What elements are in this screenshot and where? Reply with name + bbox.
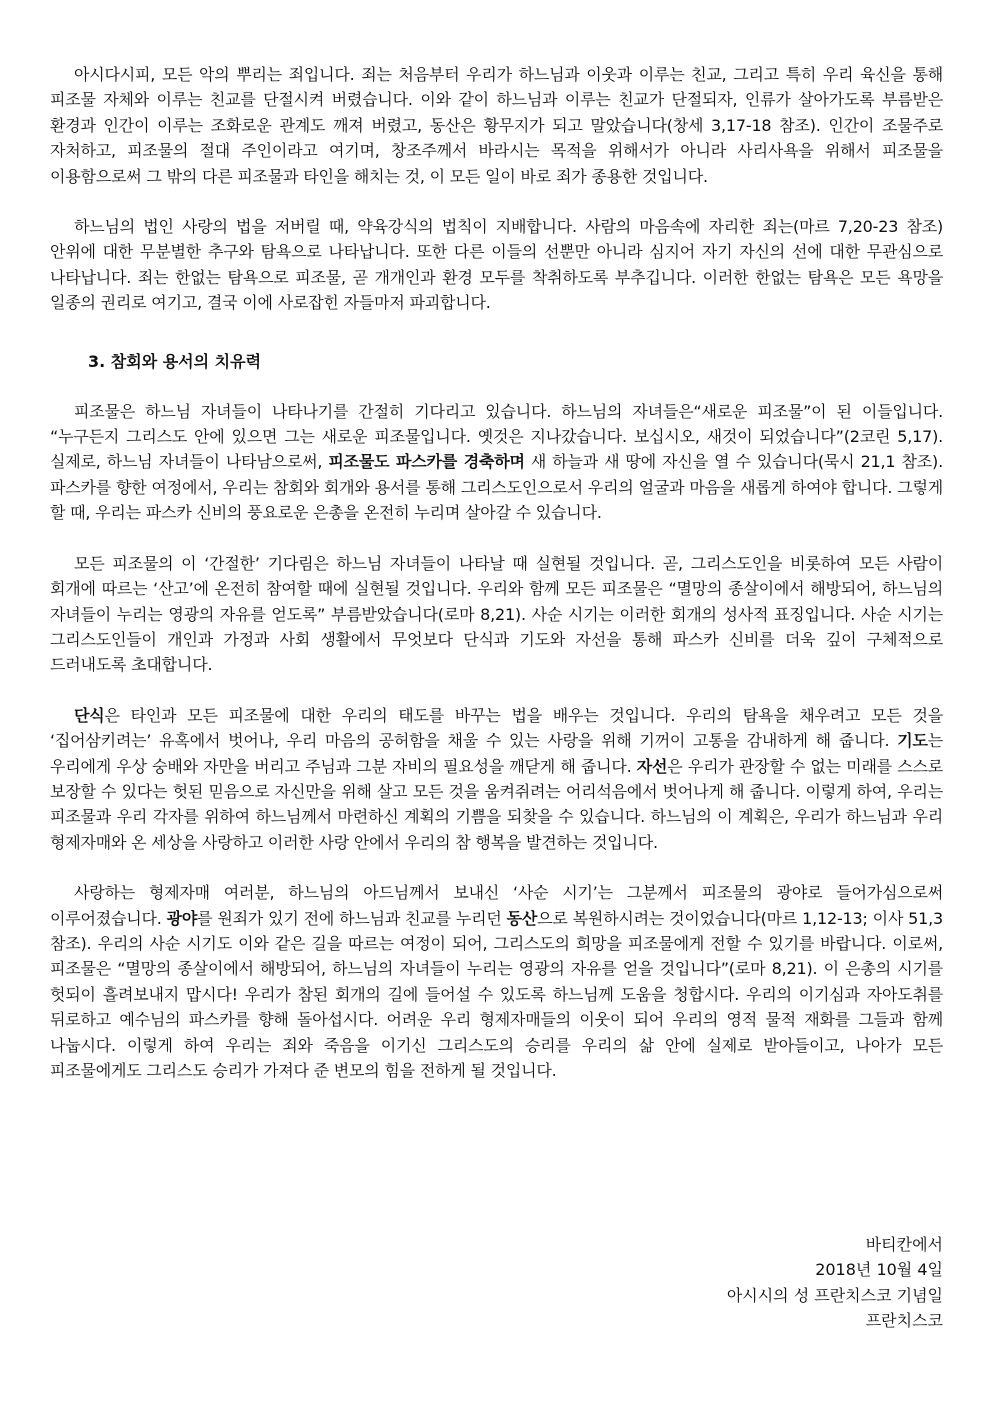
paragraph-text: 새 하늘과 새 땅에 자신을 열 수 있습니다(묵시 21,1 참조). 파스카를 향한 여정에서, 우리는 참회와 회개와 용서를 통해 그리스도인으로서 우리의 얼굴과 마음을 새롭게 하여야 합니다. 그렇게 할 때, 우리는 파스카 신비의 풍요로운 은총을 온전히 누리며 살아갈 수 있습니다. [50,452,943,523]
paragraph-text: 는 우리에게 우상 숭배와 자만을 버리고 주님과 그분 자비의 필요성을 깨닫게 해 줍니다. [50,731,943,776]
signature-place: 바티칸에서 [865,1235,943,1254]
paragraph-fasting-prayer-almsgiving [50,703,943,855]
emphasis-almsgiving: 자선 [636,756,668,776]
signature-name: 프란치스코 [865,1311,943,1331]
document-page [50,62,944,1331]
paragraph-sin-roots: 아시다시피, 모든 악의 뿌리는 죄입니다. 죄는 처음부터 우리가 하느님과 이웃과 이루는 친교, 그리고 특히 우리 육신을 통해 피조물 자체와 이루는 친교를 단절시켜 버렸습니다. 이와 같이 하느님과 이루는 친교가 단절되자, 인류가 살아가도록 부름받은 환경과 인간이 이루는 조화로운 관계도 깨져 버렸고, 동산은 황무지가 되고 말았습니다(창세 3,17-18 참조). 인간이 조물주로 자처하고, 피조물의 절대 주인이라고 여기며, 창조주께서 바라시는 목적을 위해서가 아니라 사리사욕을 위해서 피조물을 이용함으로써 그 밖의 다른 피조물과 타인을 해치는 것, 이 모든 일이 바로 죄가 종용한 것입니다. [50,65,943,186]
paragraph-creation-waits [50,399,943,526]
paragraph-gap [50,855,943,880]
paragraph-gap [50,526,943,551]
paragraph-text: 피조물은 하느님 자녀들이 나타나기를 간절히 기다리고 있습니다. 하느님의 자녀들은“새로운 피조물”이 된 이들입니다. “누구든지 그리스도 안에 있으면 그는 새로운 피조물입니다. 옛것은 지나갔습니다. 보십시오, 새것이 되었습니다”(2코린 5,17). 실제로, 하느님 자녀들이 나타남으로써, [50,401,943,472]
signature-block [727,1232,943,1334]
paragraph-text: 으로 복원하시려는 것이었습니다(마르 1,12-13; 이사 51,3 참조). 우리의 사순 시기도 이와 같은 길을 따르는 여정이 되어, 그리스도의 희망을 피조물에게 전할 수 있기를 바랍니다. 이로써, 피조물은 “멸망의 종살이에서 해방되어, 하느님의 자녀들이 누리는 영광의 자유를 얻을 것입니다”(로마 8,21). 이 은총의 시기를 헛되이 흘려보내지 맙시다! 우리가 참된 회개의 길에 들어설 수 있도록 하느님께 도움을 청합시다. 우리의 이기심과 자아도취를 뒤로하고 예수님의 파스카를 향해 돌아섭시다. 어려운 우리 형제자매들의 이웃이 되어 우리의 영적 물적 재화를 그들과 함께 나눕시다. 이렇게 하여 우리는 죄와 죽음을 이기신 그리스도의 승리를 우리의 삶 안에 실제로 받아들이고, 나아가 모든 피조물에게도 그리스도 승리가 가져다 준 변모의 힘을 전하게 될 것입니다. [50,908,943,1080]
paragraph-closing-exhortation [50,880,943,1083]
emphasis-desert: 광야 [166,908,198,928]
paragraph-text: 은 우리가 관장할 수 없는 미래를 스스로 보장할 수 있다는 헛된 믿음으로 자신만을 위해 살고 모든 것을 움켜쥐려는 어리석음에서 벗어나게 해 줍니다. 이렇게 하여, 우리는 피조물과 우리 각자를 위하여 하느님께서 마련하신 계획의 기쁨을 되찾을 수 있습니다. 하느님의 이 계획은, 우리가 하느님과 우리 형제자매와 온 세상을 사랑하고 이러한 사랑 안에서 우리의 참 행복을 발견하는 것입니다. [50,756,943,852]
emphasis-garden: 동산 [506,908,538,928]
paragraph-gap [50,316,943,341]
paragraph-lent-sign: 모든 피조물의 이 ‘간절한’ 기다림은 하느님 자녀들이 나타날 때 실현될 것입니다. 곧, 그리스도인을 비롯하여 모든 사람이 회개에 따르는 ‘산고’에 온전히 참여할 때에 실현될 것입니다. 우리와 함께 모든 피조물은 “멸망의 종살이에서 해방되어, 하느님의 자녀들이 누리는 영광의 자유를 얻도록” 부름받았습니다(로마 8,21). 사순 시기는 이러한 회개의 성사적 표징입니다. 사순 시기는 그리스도인들이 개인과 가정과 사회 생활에서 무엇보다 단식과 기도와 자선을 통해 파스카 신비를 더욱 깊이 구체적으로 드러내도록 초대합니다. [50,553,944,675]
paragraph-law-of-love: 하느님의 법인 사랑의 법을 저버릴 때, 약육강식의 법칙이 지배합니다. 사람의 마음속에 자리한 죄는(마르 7,20-23 참조) 안위에 대한 무분별한 추구와 탐욕으로 나타납니다. 또한 다른 이들의 선뿐만 아니라 심지어 자기 자신의 선에 대한 무관심으로 나타납니다. 죄는 한없는 탐욕으로 피조물, 곧 개개인과 환경 모두를 착취하도록 부추깁니다. 이러한 한없는 탐욕은 모든 욕망을 일종의 권리로 여기고, 결국 이에 사로잡힌 자들마저 파괴합니다. [50,217,943,313]
emphasis-fasting: 단식 [74,705,105,725]
signature-feast: 아시시의 성 프란치스코 기념일 [726,1285,943,1305]
paragraph-gap [50,678,943,703]
emphasis-prayer: 기도 [897,731,928,751]
section-heading: 3. 참회와 용서의 치유력 [88,351,262,371]
signature-date: 2018년 10월 4일 [815,1260,943,1280]
emphasis-creation-celebrates-easter: 피조물도 파스카를 경축하며 [328,452,525,472]
paragraph-text: 를 원죄가 있기 전에 하느님과 친교를 누리던 [197,908,507,928]
paragraph-gap [50,189,943,214]
paragraph-text: 사랑하는 형제자매 여러분, 하느님의 아드님께서 보내신 ‘사순 시기’는 그분께서 피조물의 광야로 들어가심으로써 이루어졌습니다. [50,883,943,928]
paragraph-text: 은 타인과 모든 피조물에 대한 우리의 태도를 바꾸는 법을 배우는 것입니다. 우리의 탐욕을 채우려고 모든 것을 ‘집어삼키려는’ 유혹에서 벗어나, 우리 마음의 공허함을 채울 수 있는 사랑을 위해 기꺼이 고통을 감내하게 해 줍니다. [50,705,943,751]
